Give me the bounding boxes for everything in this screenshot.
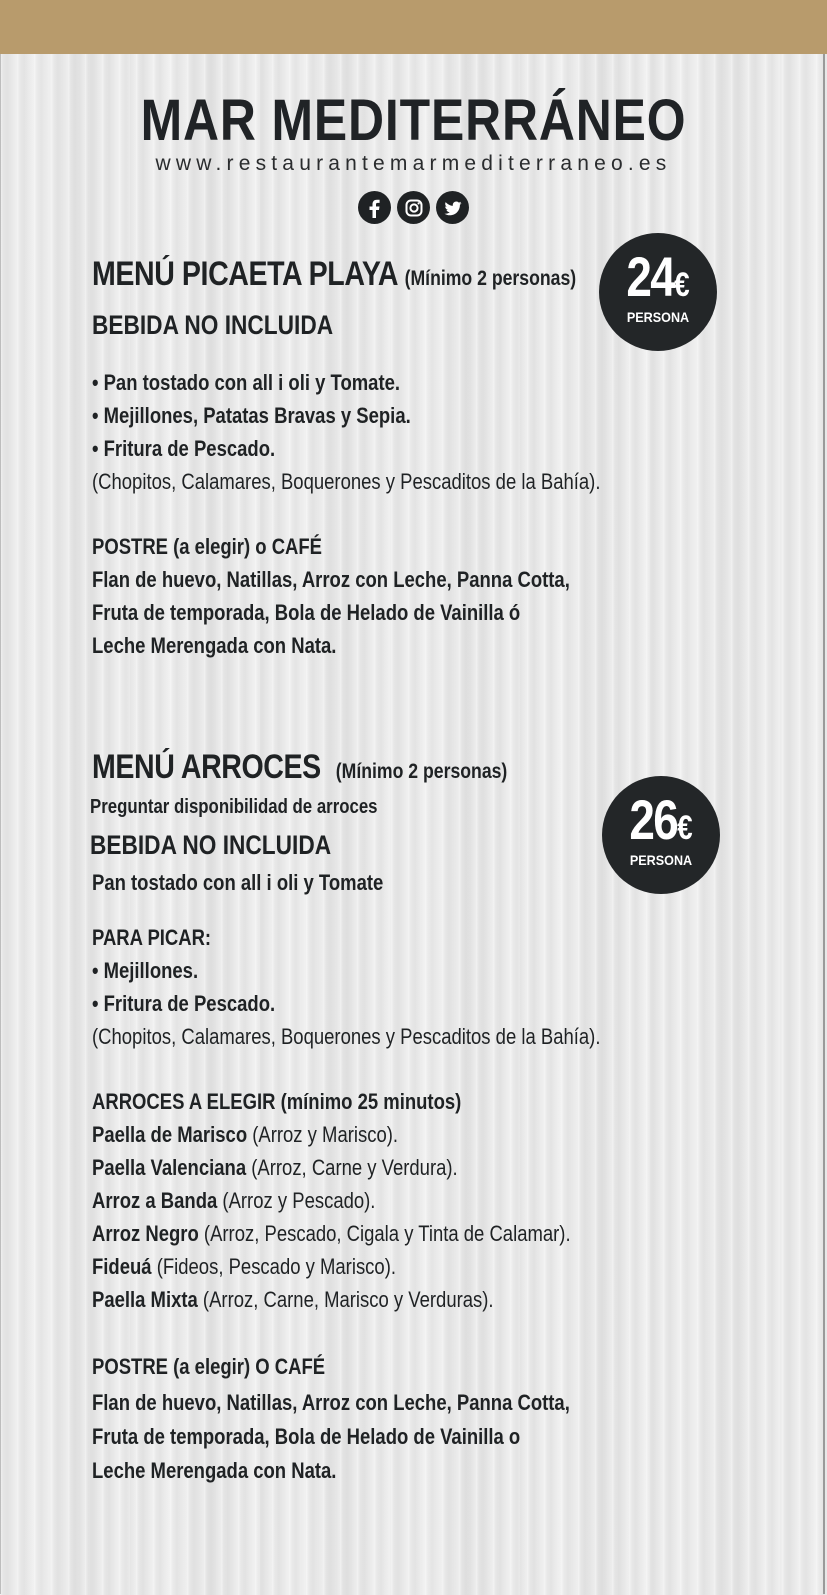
rice-option: [92, 1188, 375, 1214]
price-amount: 24: [626, 245, 675, 308]
rice-description: (Arroz y Marisco).: [247, 1122, 399, 1147]
menu-picaeta-item: • Fritura de Pescado.: [92, 436, 276, 461]
menu-picaeta-title: [92, 255, 576, 294]
price-unit: PERSONA: [629, 852, 693, 868]
rice-description: (Arroz y Pescado).: [217, 1188, 376, 1213]
menu-arroces-name: MENÚ ARROCES: [92, 748, 321, 786]
menu-arroces-dessert-title: POSTRE (a elegir) O CAFÉ: [92, 1354, 326, 1379]
menu-picaeta-minimum: (Mínimo 2 personas): [404, 267, 577, 290]
menu-arroces-dessert-line: Fruta de temporada, Bola de Helado de Vainilla o: [92, 1424, 521, 1449]
rice-name: Fideuá: [92, 1254, 152, 1279]
menu-arroces-drinks: BEBIDA NO INCLUIDA: [90, 830, 332, 860]
menu-arroces-fritura-detail: (Chopitos, Calamares, Boquerones y Pescaditos de la Bahía).: [92, 1024, 601, 1049]
menu-picaeta-drinks: BEBIDA NO INCLUIDA: [92, 310, 334, 340]
menu-picaeta-item: • Pan tostado con all i oli y Tomate.: [92, 370, 401, 395]
menu-arroces-bread: Pan tostado con all i oli y Tomate: [92, 870, 384, 895]
social-links: [0, 191, 827, 224]
price-currency: €: [677, 809, 693, 847]
menu-picaeta-price-badge: [599, 233, 717, 351]
menu-picaeta-item: • Mejillones, Patatas Bravas y Sepia.: [92, 403, 411, 428]
facebook-icon[interactable]: [358, 191, 391, 224]
price-currency: €: [674, 266, 690, 304]
price-value: [610, 247, 707, 315]
rice-description: (Arroz, Carne, Marisco y Verduras).: [197, 1287, 494, 1312]
instagram-icon[interactable]: [397, 191, 430, 224]
menu-arroces-availability: Preguntar disponibilidad de arroces: [90, 796, 378, 818]
rice-description: (Arroz, Pescado, Cigala y Tinta de Calamar).: [198, 1221, 571, 1246]
rice-option: [92, 1221, 571, 1247]
rice-name: Arroz Negro: [92, 1221, 199, 1246]
rice-option: [92, 1287, 494, 1313]
menu-picaeta-dessert-line: Fruta de temporada, Bola de Helado de Vainilla ó: [92, 600, 521, 625]
menu-picaeta-dessert-title: POSTRE (a elegir) o CAFÉ: [92, 534, 323, 559]
menu-arroces-dessert-line: Leche Merengada con Nata.: [92, 1458, 337, 1483]
menu-arroces-rice-title: ARROCES A ELEGIR (mínimo 25 minutos): [92, 1089, 462, 1114]
website-link[interactable]: www.restaurantemarmediterraneo.es: [155, 152, 672, 175]
menu-arroces-title: [92, 748, 507, 787]
rice-option: [92, 1122, 398, 1148]
price-value: [613, 790, 710, 858]
rice-name: Paella de Marisco: [92, 1122, 248, 1147]
price-amount: 26: [629, 788, 678, 851]
menu-arroces-starter: • Fritura de Pescado.: [92, 991, 276, 1016]
menu-picaeta-fritura-detail: (Chopitos, Calamares, Boquerones y Pescaditos de la Bahía).: [92, 469, 601, 494]
price-unit: PERSONA: [626, 309, 690, 325]
rice-name: Paella Mixta: [92, 1287, 198, 1312]
top-bar: [0, 0, 827, 54]
twitter-icon[interactable]: [436, 191, 469, 224]
rice-description: (Fideos, Pescado y Marisco).: [151, 1254, 396, 1279]
rice-option: [92, 1155, 458, 1181]
rice-description: (Arroz, Carne y Verdura).: [246, 1155, 458, 1180]
rice-option: [92, 1254, 396, 1280]
menu-arroces-price-badge: [602, 776, 720, 894]
menu-arroces-starters-title: PARA PICAR:: [92, 925, 212, 950]
menu-picaeta-dessert-line: Flan de huevo, Natillas, Arroz con Leche, Panna Cotta,: [92, 567, 570, 592]
rice-name: Arroz a Banda: [92, 1188, 218, 1213]
brand-header: [0, 90, 827, 176]
menu-arroces-starter: • Mejillones.: [92, 958, 199, 983]
menu-arroces-dessert-line: Flan de huevo, Natillas, Arroz con Leche, Panna Cotta,: [92, 1390, 570, 1415]
menu-picaeta-name: MENÚ PICAETA PLAYA: [92, 255, 398, 293]
restaurant-name: MAR MEDITERRÁNEO: [140, 88, 687, 153]
menu-picaeta-dessert-line: Leche Merengada con Nata.: [92, 633, 337, 658]
rice-name: Paella Valenciana: [92, 1155, 247, 1180]
menu-arroces-minimum: (Mínimo 2 personas): [335, 760, 508, 783]
